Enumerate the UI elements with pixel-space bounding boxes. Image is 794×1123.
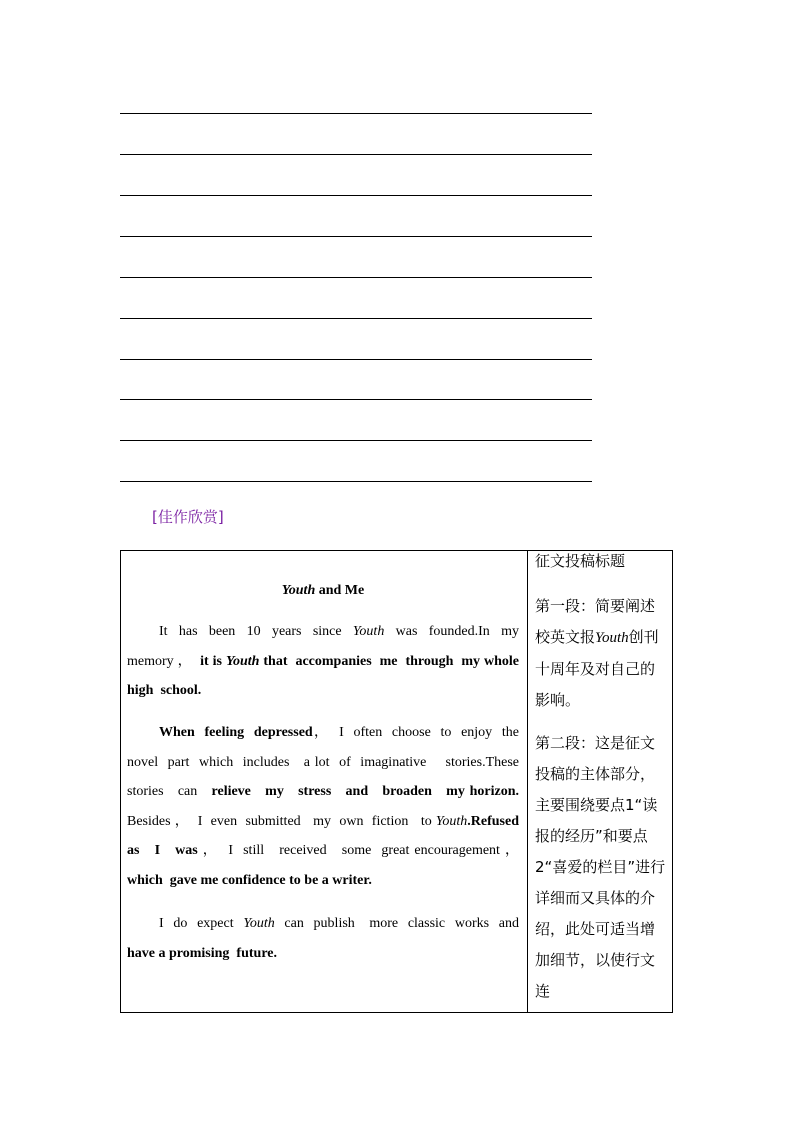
table-column-divider	[527, 551, 528, 1012]
text-run: .	[467, 813, 471, 829]
annotation-title	[535, 546, 667, 577]
text-run: 创刊十周年及对自己的影响。	[535, 628, 659, 709]
essay-title: Youth and Me	[281, 583, 365, 598]
model-essay-table	[120, 550, 673, 1013]
text-run: it is	[200, 653, 226, 669]
writing-line	[120, 318, 592, 319]
writing-line	[120, 154, 592, 155]
writing-line	[120, 359, 592, 360]
text-run: Besides ， I even submitted my own fiction to	[127, 784, 526, 829]
section-heading-model-essay: [佳作欣赏]	[152, 508, 224, 526]
essay-paragraph-3	[127, 909, 523, 968]
text-run: It has been 10 years since	[159, 624, 353, 639]
text-run: that accompanies me through my whole high school.	[127, 653, 527, 698]
text-run: was founded.In my memory ，	[127, 624, 523, 669]
text-run: Refused as I was	[127, 813, 530, 858]
text-run: have a promising future.	[127, 945, 277, 961]
text-run: 第一段：简要阐述校英文报	[535, 597, 656, 646]
essay-paragraph-1	[127, 617, 527, 706]
essay-paragraph-2	[127, 718, 530, 895]
text-run: Youth	[435, 813, 468, 829]
text-run: Youth	[595, 630, 629, 646]
text-run: Youth	[243, 916, 275, 931]
text-run: 第二段：这是征文投稿的主体部分，主要围绕要点1“读报的经历”和要点2“喜爱的栏目”进行详细而又具体的介绍，此处可适当增加细节，以使行文连	[535, 734, 666, 1000]
writing-line	[120, 440, 592, 441]
writing-line	[120, 399, 592, 400]
writing-line	[120, 277, 592, 278]
writing-line	[120, 195, 592, 196]
writing-line	[120, 236, 592, 237]
text-run: can publish more classic works and	[274, 916, 523, 931]
annotation-paragraph-2	[535, 728, 667, 1007]
text-run: Youth	[352, 624, 385, 639]
text-run: When feeling depressed	[159, 725, 313, 740]
text-run: 征文投稿标题	[535, 552, 626, 570]
text-run: which gave me confidence to be a writer.	[127, 872, 372, 888]
text-run: I do expect	[159, 916, 244, 931]
writing-line	[120, 113, 592, 114]
text-run: ， I still received some great encouragement ，	[197, 843, 526, 858]
text-run: ， I often choose to enjoy the novel part which includes a lot of imaginative stories.These stories can	[127, 725, 523, 799]
text-run: Youth	[225, 653, 260, 669]
writing-line	[120, 481, 592, 482]
annotation-paragraph-1	[535, 591, 667, 716]
text-run: relieve my stress and broaden my horizon.	[211, 784, 519, 799]
